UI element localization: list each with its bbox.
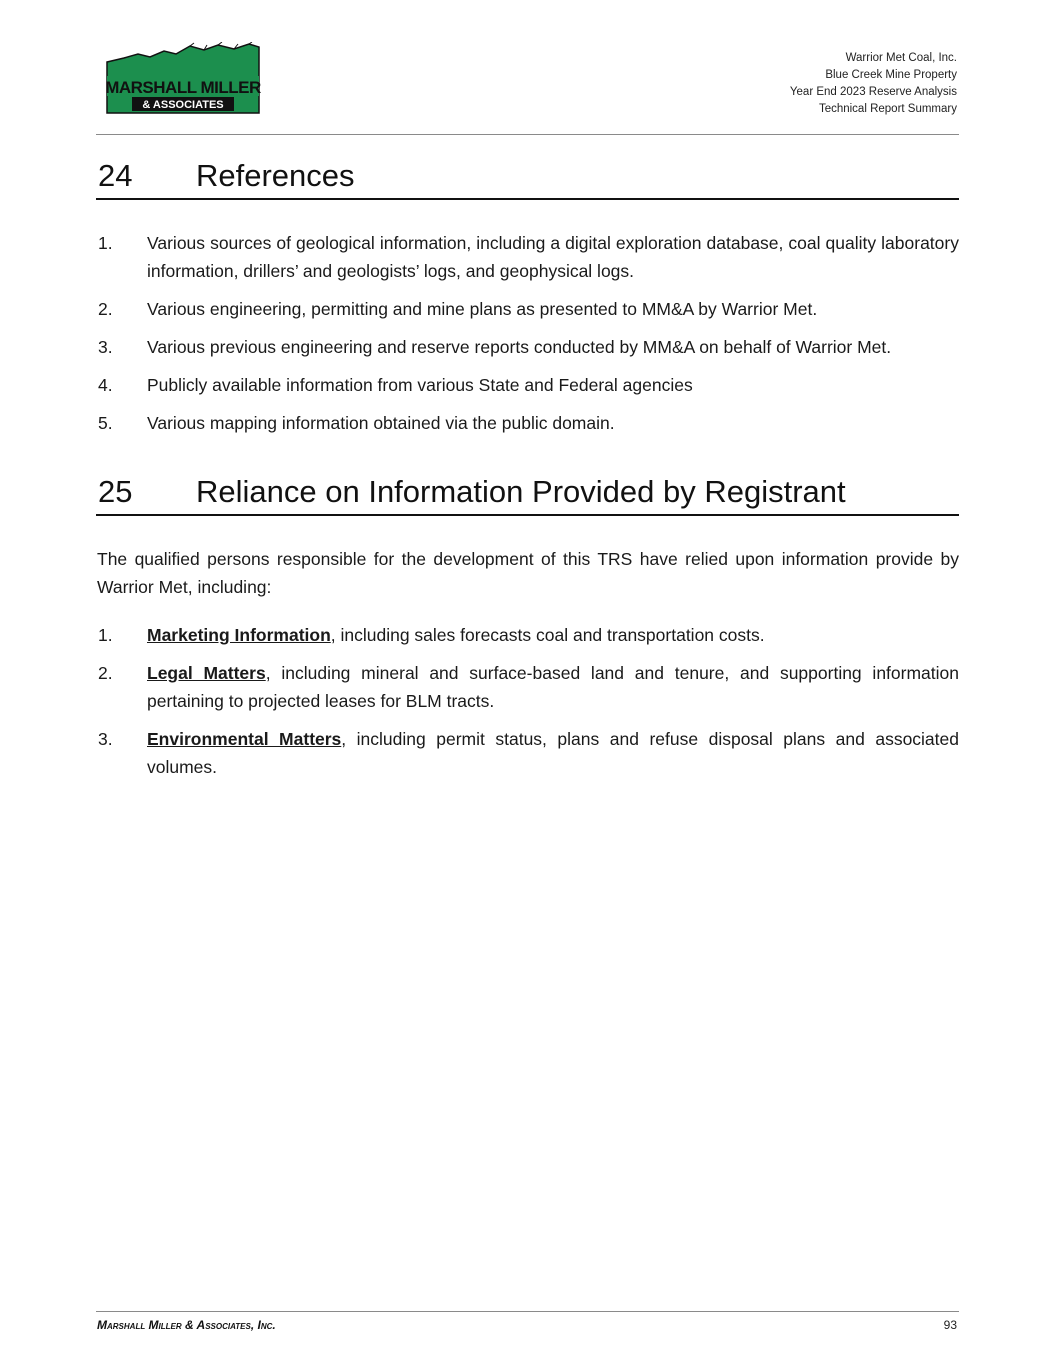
section-title: Reliance on Information Provided by Registrant [196,474,846,509]
list-item [96,659,959,715]
list-item [96,371,959,399]
item-number: 3. [98,337,113,357]
section-number: 24 [98,158,133,193]
list-item [96,725,959,781]
page-number: 93 [943,1318,957,1332]
item-label: Marketing Information [147,625,331,645]
item-number: 4. [98,375,113,395]
item-text: , including sales forecasts coal and transportation costs. [330,625,765,645]
item-number: 5. [98,413,113,433]
item-number: 1. [98,233,113,253]
item-text: Various previous engineering and reserve reports conducted by MM&A on behalf of Warrior Met. [147,337,892,357]
list-item [96,295,959,323]
logo-text-line2: & ASSOCIATES [142,99,224,111]
item-number: 1. [98,625,113,645]
header-property: Blue Creek Mine Property [825,69,957,81]
marshall-miller-logo [104,42,262,116]
section-number: 25 [98,474,133,509]
item-text: , including permit status, plans and refuse disposal plans and associated volumes. [147,729,959,777]
section-24-heading [96,158,959,200]
item-text: , including mineral and surface-based land and tenure, and supporting information pertaining to projected leases for BLM tracts. [147,663,959,711]
item-label: Legal Matters [147,663,266,683]
header-report: Technical Report Summary [818,103,957,115]
reliance-intro-paragraph: The qualified persons responsible for the development of this TRS have relied upon information provide by Warrior Met, including: [97,549,959,597]
item-number: 2. [98,663,113,683]
logo-text-line1: MARSHALL MILLER [105,78,261,97]
item-text: Various mapping information obtained via the public domain. [147,413,615,433]
header-info [790,50,957,118]
header-company: Warrior Met Coal, Inc. [845,52,957,64]
item-number: 3. [98,729,113,749]
footer-divider [96,1311,959,1312]
section-25-heading [96,474,959,516]
item-text: Publicly available information from various State and Federal agencies [147,375,693,395]
list-item [96,229,959,285]
list-item [96,409,959,437]
item-number: 2. [98,299,113,319]
list-item [96,621,959,649]
item-text: Various engineering, permitting and mine plans as presented to MM&A by Warrior Met. [147,299,818,319]
footer-company: Marshall Miller & Associates, Inc. [97,1318,276,1332]
item-label: Environmental Matters [147,729,342,749]
reliance-list [96,621,959,791]
references-list [96,229,959,447]
header-divider [96,134,959,135]
header-analysis: Year End 2023 Reserve Analysis [789,86,957,98]
section-title: References [196,158,355,193]
item-text: Various sources of geological information, including a digital exploration database, coal quality laboratory information, drillers’ and geologists’ logs, and geophysical logs. [147,233,959,281]
list-item [96,333,959,361]
